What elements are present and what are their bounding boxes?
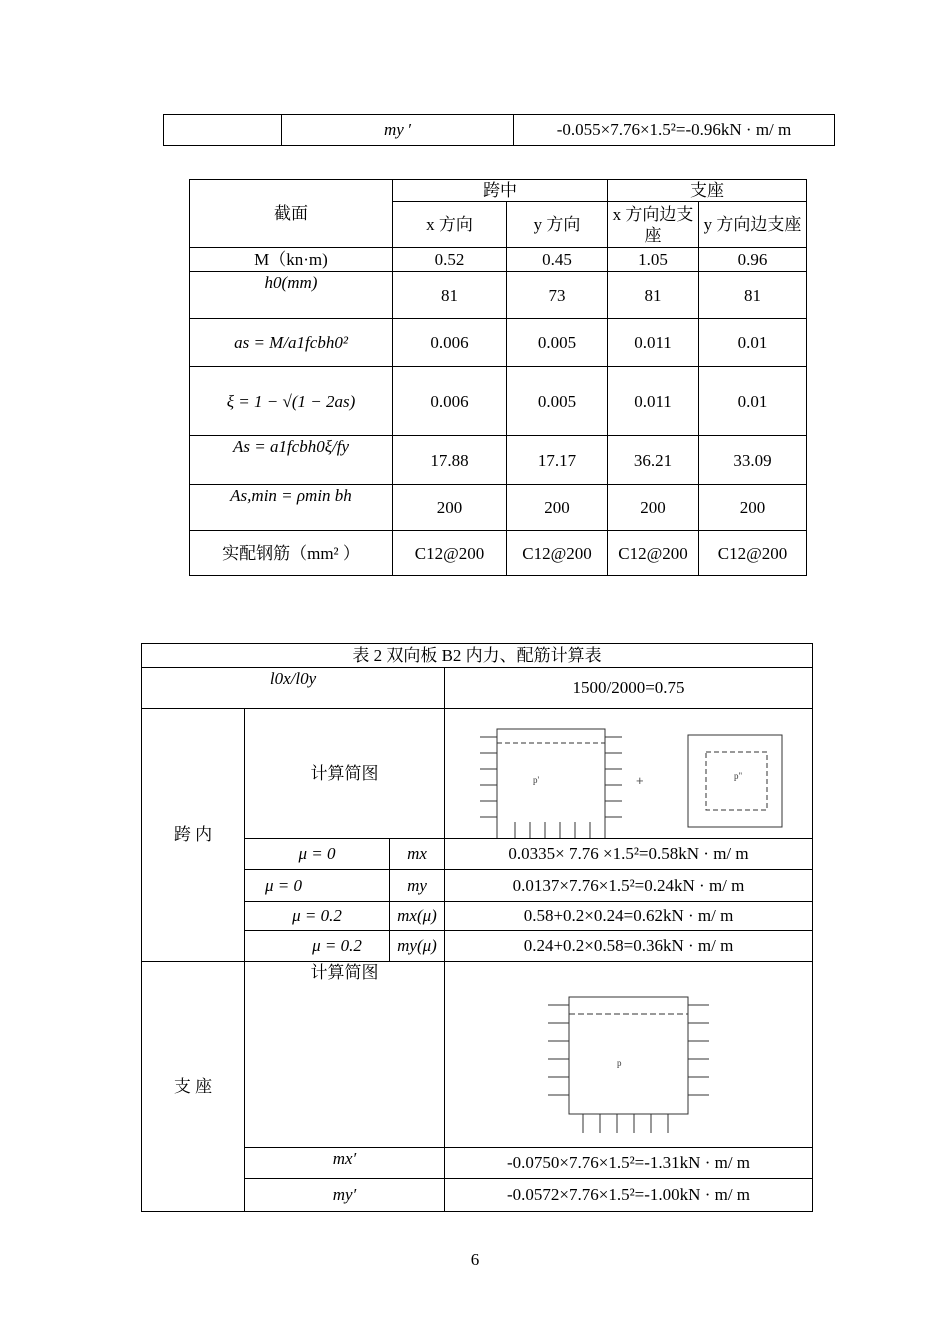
- my-label: my: [390, 870, 445, 902]
- support-header: 支座: [608, 180, 807, 202]
- cell: 81: [699, 272, 807, 319]
- cell: 0.005: [507, 367, 608, 436]
- empty-cell: [164, 115, 282, 146]
- row-label: h0(mm): [190, 272, 393, 319]
- span-diagram-cell: [445, 709, 813, 839]
- table-row: [190, 436, 807, 485]
- cell: 0.005: [507, 319, 608, 367]
- table-row: [190, 272, 807, 319]
- cell: 33.09: [699, 436, 807, 485]
- my-prime-label: my ′: [282, 115, 514, 146]
- col-ys-header: y 方向边支座: [699, 202, 807, 248]
- table-row: [190, 248, 807, 272]
- cell: C12@200: [393, 531, 507, 576]
- cell: 1.05: [608, 248, 699, 272]
- table-row: [190, 531, 807, 576]
- cell: 0.006: [393, 319, 507, 367]
- row-label: M（kn·m): [190, 248, 393, 272]
- table-row: [190, 485, 807, 531]
- table-row: [190, 367, 807, 436]
- cell: 200: [393, 485, 507, 531]
- mu-zero-label: μ = 0: [245, 839, 390, 870]
- ratio-label: l0x/l0y: [142, 668, 445, 709]
- cell: 200: [608, 485, 699, 531]
- cell: C12@200: [507, 531, 608, 576]
- cell: 81: [608, 272, 699, 319]
- plus-sign: +: [636, 772, 644, 788]
- cell: 0.01: [699, 319, 807, 367]
- my-mu-label: my(μ): [390, 931, 445, 962]
- cell: 17.17: [507, 436, 608, 485]
- cell: 0.52: [393, 248, 507, 272]
- cell: 200: [699, 485, 807, 531]
- support-diagram-cell: [445, 962, 813, 1148]
- col-x-header: x 方向: [393, 202, 507, 248]
- span-header: 跨中: [393, 180, 608, 202]
- col-y-header: y 方向: [507, 202, 608, 248]
- row-label: As,min = ρmin bh: [190, 485, 393, 531]
- span-diagram: [445, 710, 811, 838]
- row-label: as = M/a1fcbh0²: [190, 319, 393, 367]
- load-p-double-prime: p": [734, 770, 743, 781]
- my-mu-value: 0.24+0.2×0.58=0.36kN · m/ m: [445, 931, 813, 962]
- mu-02-label: μ = 0.2: [245, 902, 390, 931]
- support-label: 支 座: [142, 962, 245, 1212]
- row-label: As = a1fcbh0ξ/fy: [190, 436, 393, 485]
- my-prime-value-2: -0.0572×7.76×1.5²=-1.00kN · m/ m: [445, 1179, 813, 1212]
- section-header: 截面: [190, 180, 393, 248]
- cell: 0.011: [608, 367, 699, 436]
- support-diagram-label: 计算简图: [245, 962, 445, 1148]
- cell: 0.45: [507, 248, 608, 272]
- ratio-value: 1500/2000=0.75: [445, 668, 813, 709]
- cell: C12@200: [608, 531, 699, 576]
- mx-mu-label: mx(μ): [390, 902, 445, 931]
- cell: 17.88: [393, 436, 507, 485]
- cell: 0.96: [699, 248, 807, 272]
- span-label: 跨 内: [142, 709, 245, 962]
- continuation-table: [163, 114, 835, 146]
- col-xs-header: x 方向边支座: [608, 202, 699, 248]
- mx-label: mx: [390, 839, 445, 870]
- my-prime-value: -0.055×7.76×1.5²=-0.96kN · m/ m: [514, 115, 835, 146]
- support-diagram: [445, 963, 811, 1147]
- mx-mu-value: 0.58+0.2×0.24=0.62kN · m/ m: [445, 902, 813, 931]
- table-row: [190, 319, 807, 367]
- mu-02-label-2: μ = 0.2: [245, 931, 390, 962]
- cell: 0.006: [393, 367, 507, 436]
- my-prime-label-2: my′: [245, 1179, 445, 1212]
- row-label: 实配钢筋（mm² ）: [190, 531, 393, 576]
- cell: 0.01: [699, 367, 807, 436]
- cell: 200: [507, 485, 608, 531]
- reinforcement-table: [189, 179, 807, 576]
- mx-prime-value: -0.0750×7.76×1.5²=-1.31kN · m/ m: [445, 1148, 813, 1179]
- diagram-label: 计算简图: [245, 709, 445, 839]
- cell: C12@200: [699, 531, 807, 576]
- load-p-prime: p': [533, 774, 540, 785]
- cell: 36.21: [608, 436, 699, 485]
- table-title: 表 2 双向板 B2 内力、配筋计算表: [142, 644, 813, 668]
- mx-value: 0.0335× 7.76 ×1.5²=0.58kN · m/ m: [445, 839, 813, 870]
- b2-calculation-table: [141, 643, 813, 1212]
- row-label: ξ = 1 − √(1 − 2as): [190, 367, 393, 436]
- load-p: p: [617, 1057, 622, 1068]
- cell: 0.011: [608, 319, 699, 367]
- cell: 73: [507, 272, 608, 319]
- page-number: 6: [470, 1250, 480, 1269]
- mu-zero-label-2: μ = 0: [245, 870, 390, 902]
- mx-prime-label: mx′: [245, 1148, 445, 1179]
- cell: 81: [393, 272, 507, 319]
- my-value: 0.0137×7.76×1.5²=0.24kN · m/ m: [445, 870, 813, 902]
